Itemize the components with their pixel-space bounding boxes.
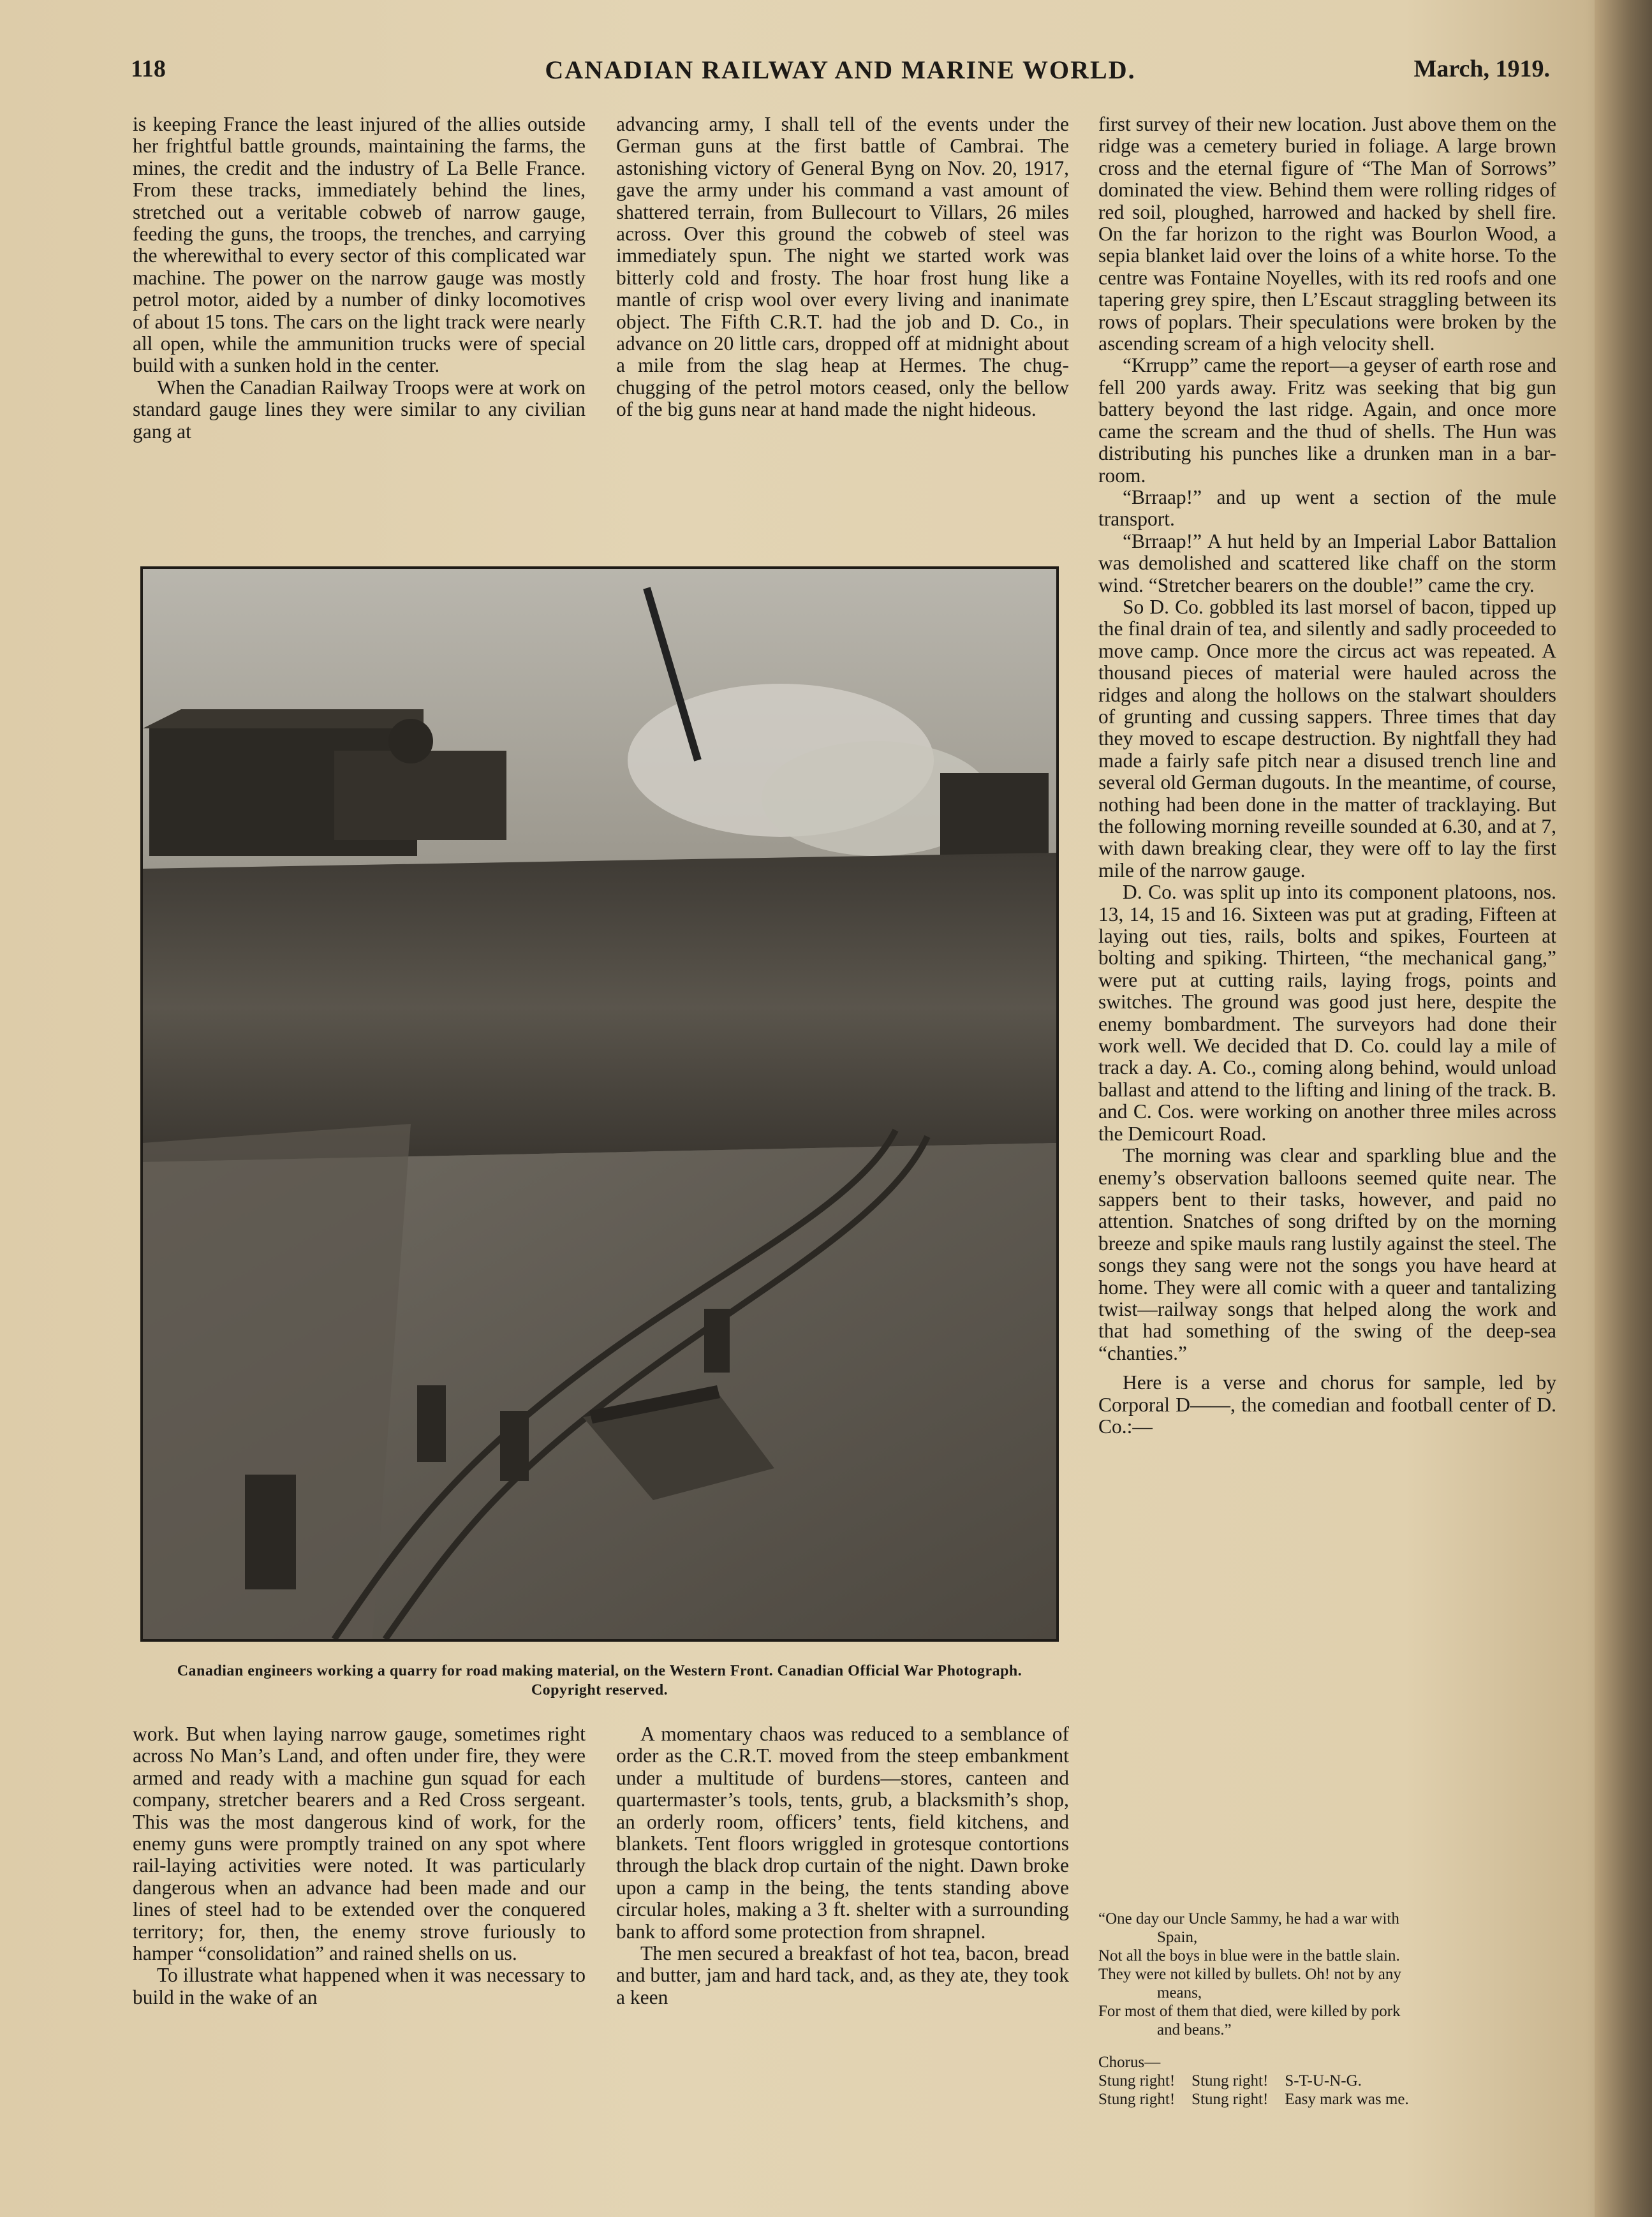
chorus-title: Chorus— (1098, 2054, 1161, 2071)
paragraph: The morning was clear and sparkling blue and the enemy’s observation balloons seemed quite near. The sappers bent to their tasks, however, and paid no attention. Snatches of song drifted by on the morning breeze and spike mauls rang lustily against the steel. The songs they sang were not the songs you have heard at home. They were all comic with a queer and tantalizing twist—railway songs that helped along the work and that had something of the swing of the deep-sea “chanties.” (1098, 1144, 1556, 1364)
verse-line: They were not killed by bullets. Oh! not by any (1098, 1966, 1401, 1983)
column-1-bottom (133, 1723, 586, 2008)
chorus-phrase: Stung right! (1098, 2091, 1176, 2108)
verse-line: “One day our Uncle Sammy, he had a war with (1098, 1910, 1399, 1927)
chorus-line (1098, 2090, 1556, 2109)
paragraph: first survey of their new location. Just above them on the ridge was a cemetery buried in foliage. A large brown cross and the eternal figure of “The Man of Sorrows” dominated the view. Behind them were rolling ridges of red soil, ploughed, harrowed and hacked by shell fire. On the far horizon to the right was Bourlon Wood, a sepia blanket laid over the loins of a white horse. To the centre was Fontaine Noyelles, with its red roofs and one tapering grey spire, then L’Escaut straggling between its rows of poplars. Their speculations were broken by the ascending scream of a high velocity shell. (1098, 113, 1556, 355)
quarry-photo-illustration (143, 569, 1056, 1639)
song-verse (1098, 1910, 1556, 2109)
quarry-photograph (140, 566, 1059, 1642)
issue-date: March, 1919. (1413, 55, 1550, 82)
page-header (131, 55, 1550, 99)
column-2-bottom (616, 1723, 1069, 2008)
paragraph: work. But when laying narrow gauge, sometimes right across No Man’s Land, and often under fire, they were armed and ready with a machine gun squad for each company, stretcher bearers and a Red Cross sergeant. This was the most dangerous kind of work, for the enemy guns were promptly trained on any spot where rail-laying activities were noted. It was particularly dangerous when an advance had been made and our lines of steel had to be extended over the conquered territory; for, then, the enemy strove furiously to hamper “consolidation” and rained shells on us. (133, 1723, 586, 1965)
verse-line: For most of them that died, were killed by pork (1098, 2003, 1401, 2020)
column-1-top (133, 114, 586, 443)
chorus-line (1098, 2072, 1556, 2090)
page-number: 118 (131, 55, 166, 82)
verse-line-continued: means, (1157, 1984, 1202, 2001)
book-gutter (1595, 0, 1652, 2217)
chorus-phrase: Stung right! (1191, 2072, 1269, 2089)
verse-line-continued: Spain, (1157, 1929, 1198, 1946)
photo-caption: Canadian engineers working a quarry for road making material, on the Western Front. Canadian Official War Photograph. Copyright reserved. (177, 1663, 1022, 1698)
verse-line: Not all the boys in blue were in the battle slain. (1098, 1947, 1400, 1964)
paragraph: A momentary chaos was reduced to a semblance of order as the C.R.T. moved from the steep embankment under a multitude of burdens—stores, canteen and quartermaster’s tools, tents, grub, a blacksmith’s shop, an orderly room, officers’ tents, field kitchens, and blankets. Tent floors wriggled in grotesque contortions through the black drop curtain of the night. Dawn broke upon a camp in the being, the tents standing above circular holes, making a 3 ft. shelter with a surrounding bank to afford some protection from shrapnel. (616, 1723, 1069, 1943)
chorus-phrase: Stung right! (1098, 2072, 1176, 2089)
paragraph: is keeping France the least injured of the allies outside her frightful battle grounds, maintaining the farms, the mines, the credit and the industry of La Belle France. From these tracks, immediately behind the lines, stretched out a veritable cobweb of narrow gauge, feeding the guns, the troops, the trenches, and carrying the wherewithal to every sector of this complicated war machine. The power on the narrow gauge was mostly petrol motor, aided by a number of dinky locomotives of about 15 tons. The cars on the light track were nearly all open, while the ammunition trucks were of special build with a sunken hold in the center. (133, 113, 586, 377)
paragraph: To illustrate what happened when it was necessary to build in the wake of an (133, 1964, 586, 2008)
paragraph: When the Canadian Railway Troops were at work on standard gauge lines they were similar to any civilian gang at (133, 376, 586, 443)
paragraph: “Krrupp” came the report—a geyser of earth rose and fell 200 yards away. Fritz was seeking that big gun battery beyond the last ridge. Again, and once more came the scream and the thud of shells. The Hun was distributing his punches like a drunken man in a bar-room. (1098, 354, 1556, 487)
paragraph: D. Co. was split up into its component platoons, nos. 13, 14, 15 and 16. Sixteen was put at grading, Fifteen at laying out ties, rails, bolts and spikes, Fourteen at bolting and spiking. Thirteen, “the mechanical gang,” were put at cutting rails, laying frogs, points and switches. The ground was good just here, despite the enemy bombardment. The surveyors had done their work well. We decided that D. Co. could lay a mile of track a day. A. Co., coming along behind, would unload ballast and attend to the lifting and lining of the track. B. and C. Cos. were working on another three miles across the Demicourt Road. (1098, 881, 1556, 1145)
column-3 (1098, 114, 1556, 1438)
journal-title: CANADIAN RAILWAY AND MARINE WORLD. (545, 55, 1136, 84)
chorus-phrase: Stung right! (1191, 2091, 1269, 2108)
paragraph: So D. Co. gobbled its last morsel of bacon, tipped up the final drain of tea, and silently and sadly proceeded to move camp. Once more the circus act was repeated. A thousand pieces of material were hauled across the ridges and along the hollows on the stalwart shoulders of grunting and cussing sappers. Three times that day they moved to escape destruction. By nightfall they had made a fairly safe pitch near a disused trench line and several old German dugouts. In the meantime, of course, nothing had been done in the matter of tracklaying. But the following morning reveille sounded at 6.30, and at 7, with dawn breaking clear, they were off to lay the first mile of the narrow gauge. (1098, 595, 1556, 881)
paragraph: The men secured a breakfast of hot tea, bacon, bread and butter, jam and hard tack, and, as they ate, they took a keen (616, 1942, 1069, 2008)
paragraph: “Brraap!” A hut held by an Imperial Labor Battalion was demolished and scattered like chaff on the storm wind. “Stretcher bearers on the double!” came the cry. (1098, 529, 1556, 596)
paragraph: “Brraap!” and up went a section of the mule transport. (1098, 485, 1556, 531)
column-2-top (616, 114, 1069, 421)
chorus-phrase: S-T-U-N-G. (1285, 2072, 1362, 2089)
paragraph: advancing army, I shall tell of the events under the German guns at the first battle of Cambrai. The astonishing victory of General Byng on Nov. 20, 1917, gave the army under his command a vast amount of shattered terrain, from Bullecourt to Villars, 26 miles across. Over this ground the cobweb of steel was immediately spun. The night we started work was bitterly cold and frosty. The hoar frost hung like a mantle of crisp wool over every living and inanimate object. The Fifth C.R.T. had the job and D. Co., in advance on 20 little cars, dropped off at midnight about a mile from the slag heap at Hermes. The chug-chugging of the petrol motors ceased, only the bellow of the big guns near at hand made the night hideous. (616, 113, 1069, 421)
paragraph: Here is a verse and chorus for sample, led by Corporal D——, the comedian and football center of D. Co.:— (1098, 1371, 1556, 1438)
chorus-phrase: Easy mark was me. (1285, 2091, 1409, 2108)
verse-line-continued: and beans.” (1157, 2021, 1232, 2038)
